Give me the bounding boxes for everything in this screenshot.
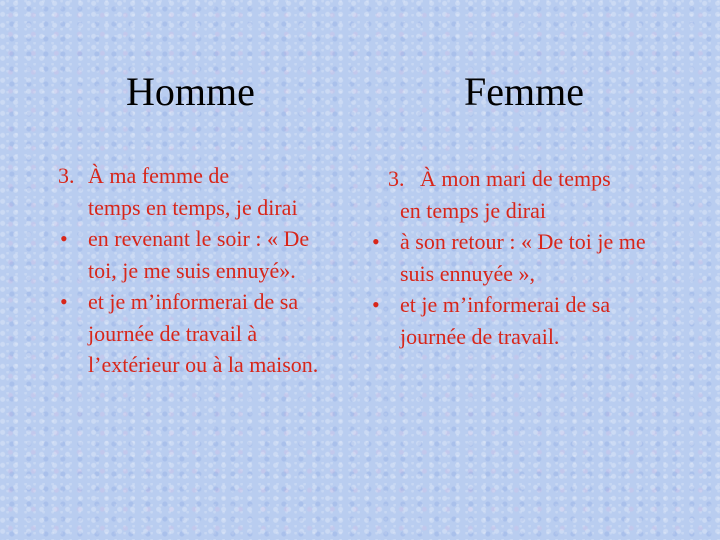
right-intro-rest: en temps je dirai <box>400 197 547 223</box>
right-bullet-item <box>370 289 670 352</box>
right-bullet-text: à son retour : « De toi je me suis ennuyée », <box>400 229 646 286</box>
bullet-icon: • <box>60 226 68 251</box>
left-column <box>58 160 343 381</box>
right-column <box>370 163 670 352</box>
right-intro-line1: À mon mari de temps <box>420 166 611 191</box>
heading-femme: Femme <box>464 69 584 114</box>
right-intro <box>370 163 670 226</box>
bullet-icon: • <box>372 292 380 317</box>
right-intro-number: 3. <box>388 166 405 191</box>
left-intro-number: 3. <box>58 163 75 188</box>
left-intro-line1: À ma femme de <box>88 163 230 188</box>
right-bullet-item <box>370 226 670 289</box>
bullet-icon: • <box>372 229 380 254</box>
left-bullet-item <box>58 223 343 286</box>
bullet-icon: • <box>60 289 68 314</box>
heading-homme: Homme <box>126 69 255 114</box>
right-bullet-text: et je m’informerai de sa journée de travail. <box>400 292 611 349</box>
left-bullet-text: en revenant le soir : « De toi, je me suis ennuyé». <box>88 226 310 283</box>
left-bullet-text: et je m’informerai de sa journée de travail à l’extérieur ou à la maison. <box>88 289 319 377</box>
left-intro <box>58 160 343 223</box>
left-bullet-item <box>58 286 343 381</box>
left-intro-rest: temps en temps, je dirai <box>88 194 298 220</box>
